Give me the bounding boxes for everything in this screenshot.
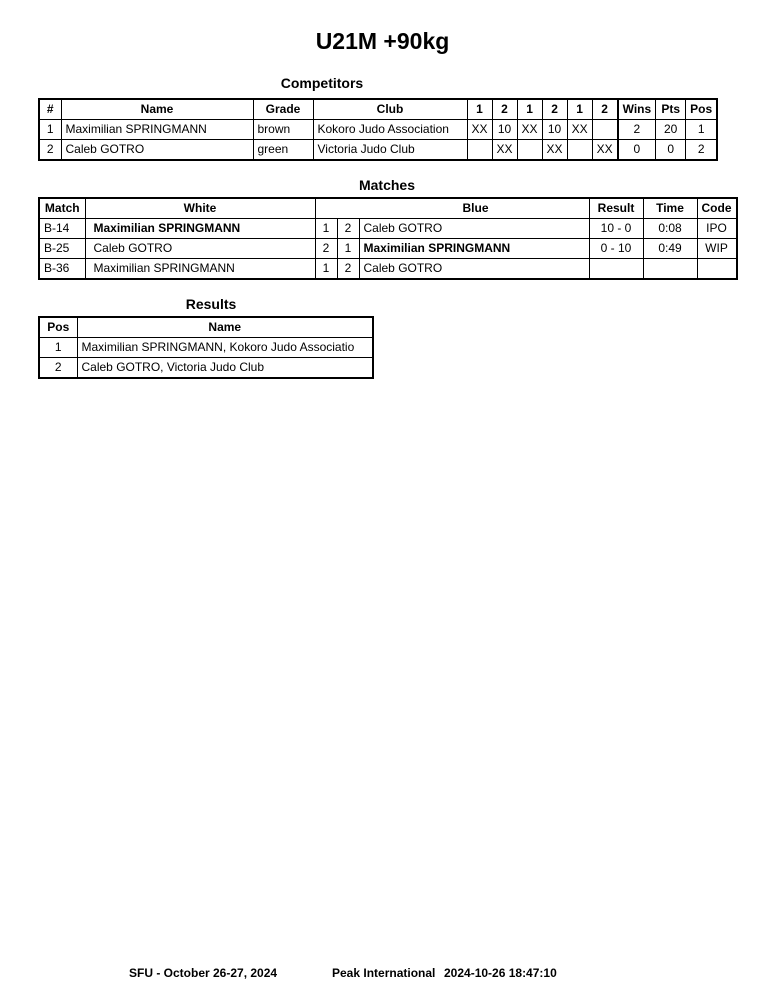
match-result: 0 - 10	[589, 239, 643, 259]
competitor-points: 0	[656, 140, 686, 161]
col-header: Code	[697, 198, 737, 219]
table-row	[39, 219, 737, 239]
competitor-wins: 2	[618, 120, 656, 140]
match-time: 0:08	[643, 219, 697, 239]
col-header: 1	[567, 99, 592, 120]
results-table	[38, 316, 374, 379]
col-header: White	[85, 198, 315, 219]
footer-timestamp: 2024-10-26 18:47:10	[444, 966, 557, 980]
blue-player: Caleb GOTRO	[359, 259, 589, 280]
matches-table	[38, 197, 738, 280]
white-number: 1	[315, 259, 337, 280]
footer-tournament: Peak International	[332, 966, 436, 980]
match-cell	[592, 120, 618, 140]
col-header: 2	[542, 99, 567, 120]
competitor-position: 2	[686, 140, 718, 161]
blue-number: 1	[337, 239, 359, 259]
competitor-number: 1	[39, 120, 61, 140]
col-header: Pos	[686, 99, 718, 120]
matches-heading: Matches	[358, 177, 416, 193]
match-cell: 10	[542, 120, 567, 140]
table-row	[39, 338, 373, 358]
col-header: Grade	[253, 99, 313, 120]
col-header: Pts	[656, 99, 686, 120]
white-player: Caleb GOTRO	[85, 239, 315, 259]
white-player: Maximilian SPRINGMANN	[85, 259, 315, 280]
competitor-name: Caleb GOTRO	[61, 140, 253, 161]
match-cell: XX	[567, 120, 592, 140]
competitor-points: 20	[656, 120, 686, 140]
match-cell: XX	[467, 120, 492, 140]
col-header: Pos	[39, 317, 77, 338]
col-header: Time	[643, 198, 697, 219]
competitor-grade: green	[253, 140, 313, 161]
col-header: Name	[77, 317, 373, 338]
col-header: Club	[313, 99, 467, 120]
match-time	[643, 259, 697, 280]
competitors-header-row	[39, 99, 717, 120]
col-header: 2	[492, 99, 517, 120]
table-row	[39, 120, 717, 140]
footer-event: SFU - October 26-27, 2024	[129, 966, 278, 980]
match-code	[697, 259, 737, 280]
white-number: 1	[315, 219, 337, 239]
match-cell: XX	[517, 120, 542, 140]
match-code: IPO	[697, 219, 737, 239]
results-heading: Results	[185, 296, 237, 312]
blue-number: 2	[337, 259, 359, 280]
competitor-position: 1	[686, 120, 718, 140]
match-result: 10 - 0	[589, 219, 643, 239]
competitor-number: 2	[39, 140, 61, 161]
competitor-club: Victoria Judo Club	[313, 140, 467, 161]
results-header-row	[39, 317, 373, 338]
result-position: 1	[39, 338, 77, 358]
col-header: Result	[589, 198, 643, 219]
match-cell	[467, 140, 492, 161]
table-row	[39, 358, 373, 379]
page-title: U21M +90kg	[315, 28, 450, 54]
result-position: 2	[39, 358, 77, 379]
competitor-wins: 0	[618, 140, 656, 161]
result-name: Caleb GOTRO, Victoria Judo Club	[77, 358, 373, 379]
match-cell: XX	[592, 140, 618, 161]
matches-header-row	[39, 198, 737, 219]
competitors-table	[38, 98, 718, 161]
col-header: Blue	[315, 198, 589, 219]
result-name: Maximilian SPRINGMANN, Kokoro Judo Associatio	[77, 338, 373, 358]
white-number: 2	[315, 239, 337, 259]
competitors-heading: Competitors	[280, 75, 364, 91]
col-header: Match	[39, 198, 85, 219]
match-cell: 10	[492, 120, 517, 140]
table-row	[39, 239, 737, 259]
match-cell	[517, 140, 542, 161]
col-header: #	[39, 99, 61, 120]
competitor-name: Maximilian SPRINGMANN	[61, 120, 253, 140]
col-header: 1	[467, 99, 492, 120]
col-header: Name	[61, 99, 253, 120]
match-id: B-14	[39, 219, 85, 239]
match-id: B-36	[39, 259, 85, 280]
competitor-club: Kokoro Judo Association	[313, 120, 467, 140]
blue-player: Caleb GOTRO	[359, 219, 589, 239]
match-time: 0:49	[643, 239, 697, 259]
match-cell: XX	[492, 140, 517, 161]
match-result	[589, 259, 643, 280]
white-player: Maximilian SPRINGMANN	[85, 219, 315, 239]
match-cell	[567, 140, 592, 161]
blue-number: 2	[337, 219, 359, 239]
competitor-grade: brown	[253, 120, 313, 140]
table-row	[39, 140, 717, 161]
blue-player: Maximilian SPRINGMANN	[359, 239, 589, 259]
match-cell: XX	[542, 140, 567, 161]
col-header: 2	[592, 99, 618, 120]
table-row	[39, 259, 737, 280]
match-id: B-25	[39, 239, 85, 259]
col-header: 1	[517, 99, 542, 120]
match-code: WIP	[697, 239, 737, 259]
col-header: Wins	[618, 99, 656, 120]
